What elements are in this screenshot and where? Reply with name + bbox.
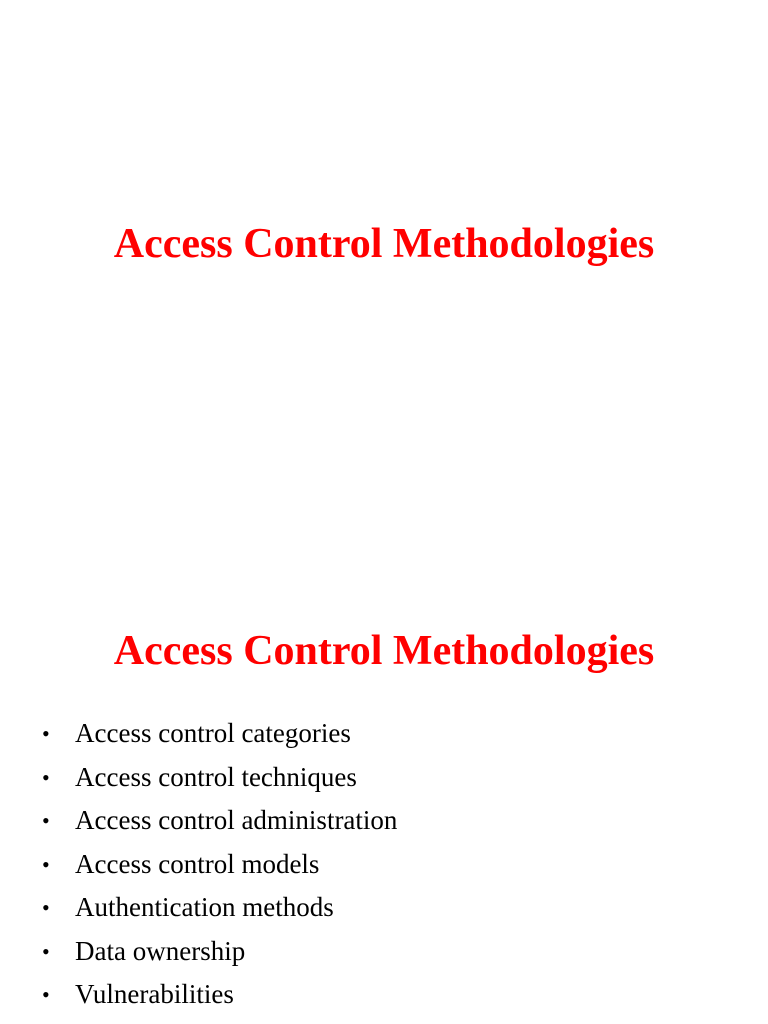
bullet-text: Data ownership [75,935,246,966]
title-slide-heading: Access Control Methodologies [113,221,655,267]
bullet-text: Vulnerabilities [75,979,234,1009]
bullet-text: Access control categories [75,718,351,748]
bullet-icon: • [42,851,50,877]
bullet-icon: • [42,808,50,833]
bullet-item [42,799,397,843]
bullet-item [42,712,397,756]
bullet-item [42,843,397,887]
bullet-text: Access control administration [75,805,398,835]
content-slide [0,512,768,1024]
bullet-icon: • [42,764,50,790]
bullet-item [42,973,397,1017]
bullet-icon: • [42,938,50,964]
bullet-item [42,886,397,930]
bullet-text: Access control models [75,848,320,879]
bullet-item [42,930,397,974]
bullet-icon: • [42,982,50,1007]
bullet-text: Authentication methods [75,892,334,922]
content-slide-heading: Access Control Methodologies [113,628,655,674]
bullet-list [42,712,397,1017]
bullet-item [42,756,397,800]
bullet-icon: • [42,721,50,746]
bullet-icon: • [42,895,50,920]
bullet-text: Access control techniques [75,761,357,792]
